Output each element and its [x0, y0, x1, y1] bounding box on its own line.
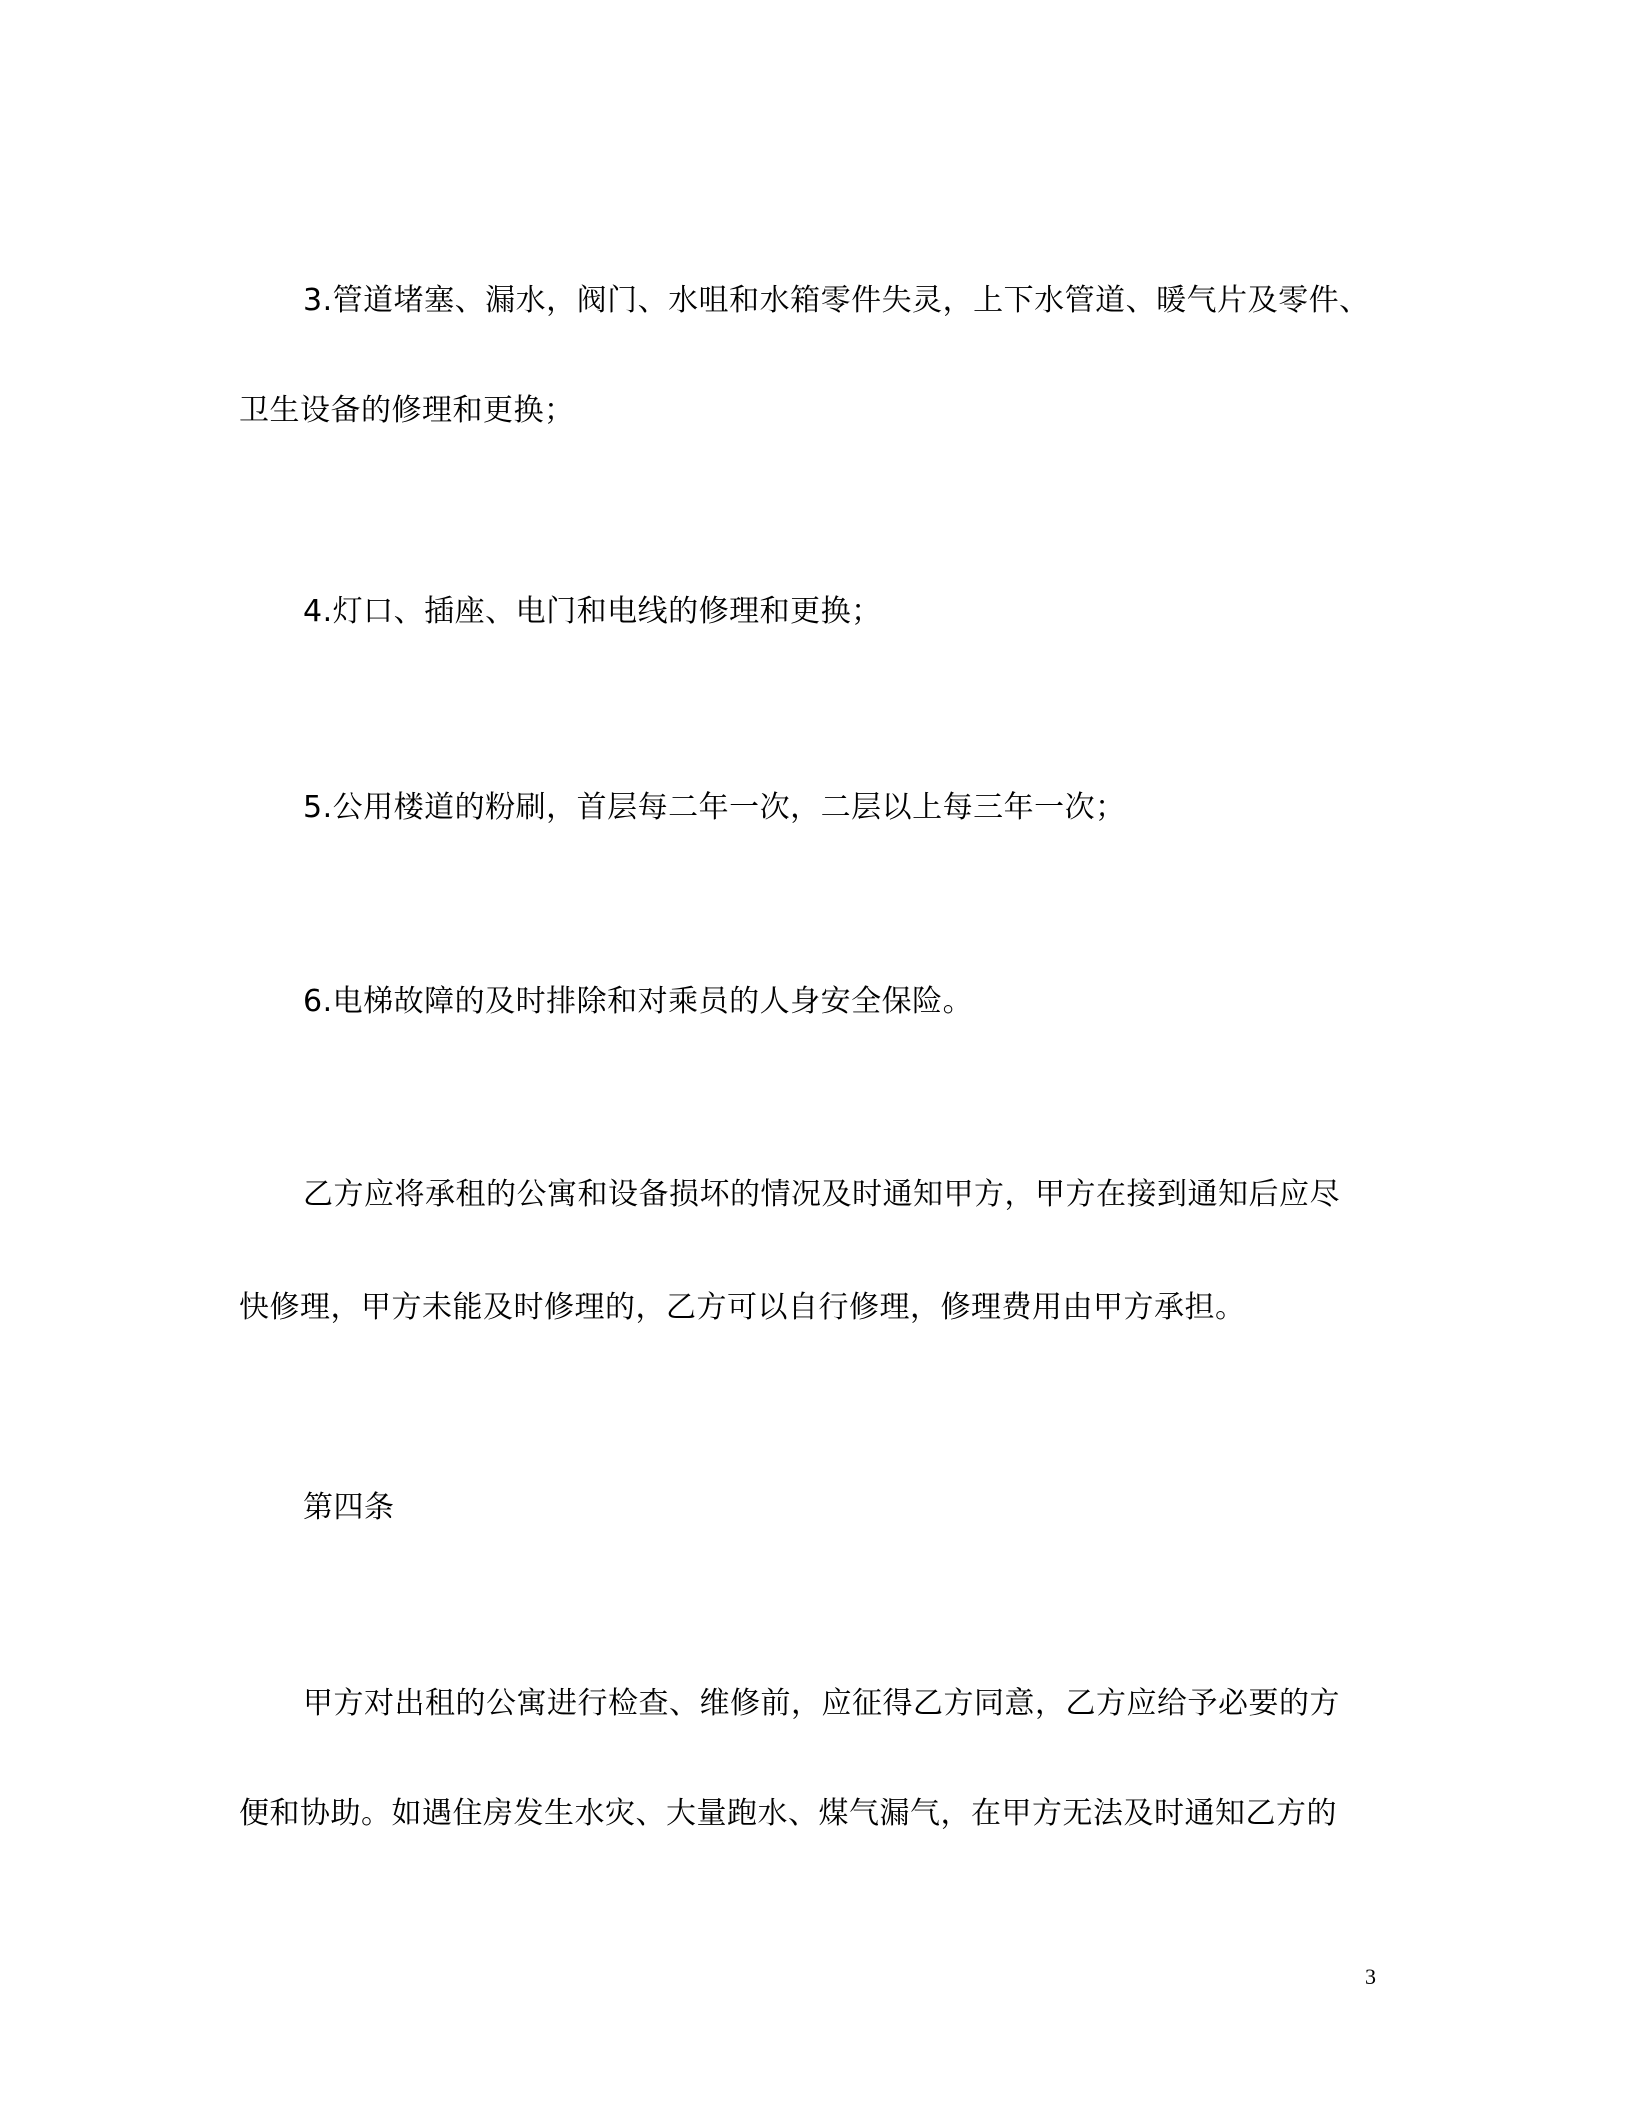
- paragraph-inspection-line-1: 甲方对出租的公寓进行检查、维修前，应征得乙方同意，乙方应给予必要的方: [303, 1686, 1340, 1721]
- paragraph-repair-notice-line-1: 乙方应将承租的公寓和设备损坏的情况及时通知甲方，甲方在接到通知后应尽: [303, 1177, 1340, 1212]
- paragraph-item-4: 4.灯口、插座、电门和电线的修理和更换；: [303, 594, 882, 629]
- paragraph-item-3-line-2: 卫生设备的修理和更换；: [239, 393, 575, 428]
- paragraph-item-6: 6.电梯故障的及时排除和对乘员的人身安全保险。: [303, 984, 974, 1019]
- paragraph-item-5: 5.公用楼道的粉刷，首层每二年一次，二层以上每三年一次；: [303, 790, 1126, 825]
- paragraph-inspection-line-2: 便和协助。如遇住房发生水灾、大量跑水、煤气漏气，在甲方无法及时通知乙方的: [239, 1796, 1337, 1831]
- paragraph-item-3-line-1: 3.管道堵塞、漏水，阀门、水咀和水箱零件失灵，上下水管道、暖气片及零件、: [303, 283, 1370, 318]
- paragraph-repair-notice-line-2: 快修理，甲方未能及时修理的，乙方可以自行修理，修理费用由甲方承担。: [239, 1290, 1246, 1325]
- article-four-heading: 第四条: [303, 1490, 395, 1525]
- page-number: 3: [1365, 1964, 1376, 1989]
